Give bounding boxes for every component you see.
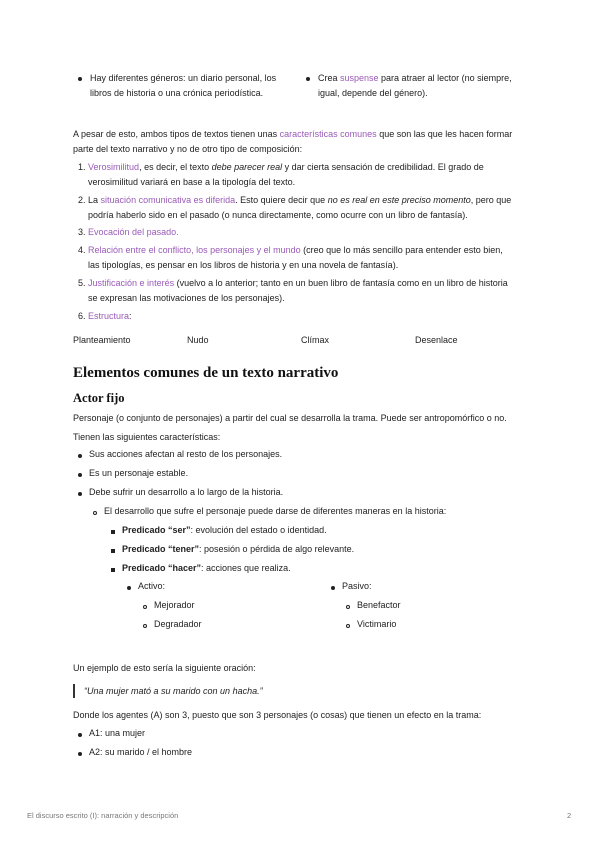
circle-bullet-icon — [143, 624, 147, 628]
structure-nudo: Nudo — [187, 335, 209, 345]
agents-text: Donde los agentes (A) son 3, puesto que son 3 personajes (o cosas) que tienen un efecto en la trama: — [73, 710, 482, 720]
actor-description: Personaje (o conjunto de personajes) a partir del cual se desarrolla la trama. Puede ser antropomórfico o no. — [73, 413, 507, 423]
numbered-item-2: 2. La situación comunicativa es diferida. Esto quiere decir que no es real en este preciso momento, pero que — [78, 195, 512, 205]
activo-item-1: Mejorador — [154, 600, 195, 610]
top-left-line-2: libros de historia o una crónica periodística. — [90, 88, 264, 98]
intro-line-2: parte del texto narrativo y no de otro tipo de composición: — [73, 144, 303, 154]
numbered-item-5: 5. Justificación e interés (vuelvo a lo anterior; tanto en un buen libro de fantasía como en un libro de historia — [78, 278, 508, 288]
example-intro: Un ejemplo de esto sería la siguiente oración: — [73, 663, 256, 673]
circle-bullet-icon — [93, 511, 97, 515]
accent-term: características comunes — [279, 129, 377, 139]
activo-label: Activo: — [138, 581, 166, 591]
bullet-icon — [78, 77, 82, 81]
numbered-item-1: 1. Verosimilitud, es decir, el texto debe parecer real y dar cierta sensación de credibilidad. El grado de — [78, 162, 484, 172]
footer-title: El discurso escrito (I): narración y descripción — [27, 811, 179, 820]
agent-1: A1: una mujer — [89, 728, 146, 738]
subsection-title: Actor fijo — [73, 391, 125, 405]
numbered-item-6: 6. Estructura: — [78, 311, 132, 321]
bullet-icon — [306, 77, 310, 81]
bullet-icon — [78, 733, 82, 737]
actor-bullet-2: Es un personaje estable. — [89, 468, 189, 478]
bullet-icon — [127, 586, 131, 590]
square-bullet-icon — [111, 530, 115, 534]
accent-term: suspense — [340, 73, 379, 83]
numbered-item-4-cont: las tipologías, es pensar en los libros de historia y en una novela de fantasía). — [88, 260, 399, 270]
example-quote: “Una mujer mató a su marido con un hacha.” — [84, 686, 263, 696]
square-bullet-icon — [111, 568, 115, 572]
intro-line-1: A pesar de esto, ambos tipos de textos tienen unas características comunes que son las que les hacen formar — [73, 129, 513, 139]
structure-desenlace: Desenlace — [415, 335, 458, 345]
bullet-icon — [78, 752, 82, 756]
numbered-item-4: 4. Relación entre el conflicto, los personajes y el mundo (creo que lo más sencillo para entender esto bien, — [78, 245, 503, 255]
actor-bullet-1: Sus acciones afectan al resto de los personajes. — [89, 449, 283, 459]
sub-bullet: El desarrollo que sufre el personaje puede darse de diferentes maneras en la historia: — [104, 506, 447, 516]
top-left-line-1: Hay diferentes géneros: un diario personal, los — [90, 73, 277, 83]
pasivo-label: Pasivo: — [342, 581, 372, 591]
quote-bar — [73, 684, 75, 698]
activo-item-2: Degradador — [154, 619, 202, 629]
bullet-icon — [331, 586, 335, 590]
structure-climax: Clímax — [301, 335, 330, 345]
square-bullet-icon — [111, 549, 115, 553]
numbered-item-3: 3. Evocación del pasado. — [78, 227, 179, 237]
predicado-hacer: Predicado “hacer”: acciones que realiza. — [122, 563, 291, 573]
pasivo-item-1: Benefactor — [357, 600, 401, 610]
predicado-ser: Predicado “ser”: evolución del estado o identidad. — [122, 525, 327, 535]
top-right-line-1: Crea suspense para atraer al lector (no siempre, — [318, 73, 512, 83]
page-number: 2 — [567, 811, 572, 820]
circle-bullet-icon — [346, 605, 350, 609]
bullet-icon — [78, 454, 82, 458]
numbered-item-2-cont: podría haberlo sido en el pasado (o nunca directamente, como ocurre con un libro de fantasía). — [88, 210, 468, 220]
top-right-line-2: igual, depende del género). — [318, 88, 428, 98]
predicado-tener: Predicado “tener”: posesión o pérdida de algo relevante. — [122, 544, 355, 554]
section-title: Elementos comunes de un texto narrativo — [73, 365, 339, 381]
bullet-icon — [78, 492, 82, 496]
bullet-icon — [78, 473, 82, 477]
circle-bullet-icon — [143, 605, 147, 609]
circle-bullet-icon — [346, 624, 350, 628]
agent-2: A2: su marido / el hombre — [89, 747, 193, 757]
pasivo-item-2: Victimario — [357, 619, 397, 629]
numbered-item-5-cont: se expresan las motivaciones de los personajes). — [88, 293, 285, 303]
structure-planteamiento: Planteamiento — [73, 335, 131, 345]
actor-intro: Tienen las siguientes características: — [73, 432, 221, 442]
actor-bullet-3: Debe sufrir un desarrollo a lo largo de la historia. — [89, 487, 284, 497]
numbered-item-1-cont: verosimilitud variará en base a la tipología del texto. — [88, 177, 296, 187]
